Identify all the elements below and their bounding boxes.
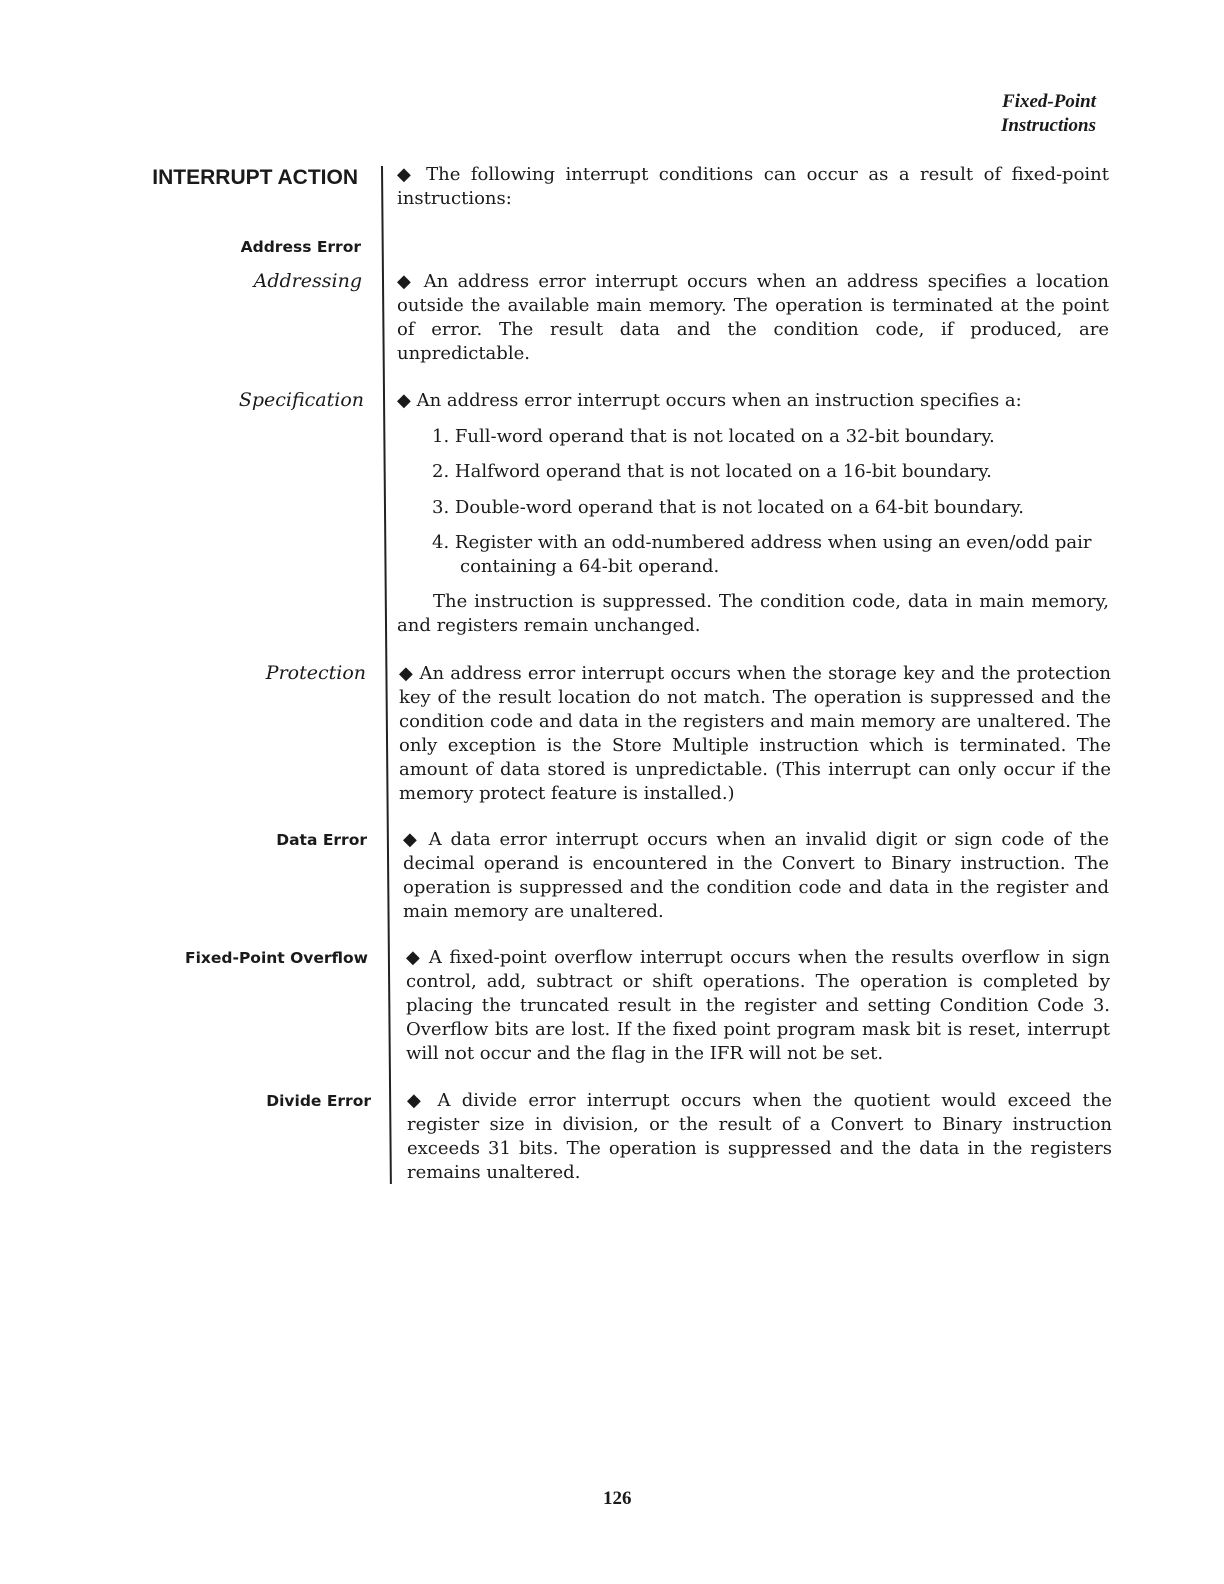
divide-error-label: Divide Error <box>266 1092 371 1110</box>
list-item: 2. Halfword operand that is not located on a 16-bit boundary. <box>432 461 992 482</box>
specification-paragraph: ◆ An address error interrupt occurs when an instruction specifies a: <box>397 390 1022 411</box>
vertical-rule <box>381 166 392 1184</box>
intro-paragraph: ◆ The following interrupt conditions can occur as a result of fixed-point instructions: <box>397 164 1109 209</box>
overflow-label: Fixed-Point Overflow <box>185 949 368 967</box>
list-item: 1. Full-word operand that is not located on a 32-bit boundary. <box>432 426 995 447</box>
specification-closing: The instruction is suppressed. The condition code, data in main memory, and registers remain unchanged. <box>397 591 1109 636</box>
header-line-1: Fixed-Point <box>1002 91 1096 112</box>
address-error-heading: Address Error <box>240 238 361 256</box>
data-error-paragraph: ◆ A data error interrupt occurs when an invalid digit or sign code of the decimal operand is encountered in the Convert to Binary instruction. The operation is suppressed and the condition code and data in the register and main memory are unaltered. <box>403 829 1109 922</box>
header-line-2: Instructions <box>1000 115 1096 136</box>
list-item: 3. Double-word operand that is not located on a 64-bit boundary. <box>432 497 1024 518</box>
addressing-paragraph: ◆ An address error interrupt occurs when an address specifies a location outside the available main memory. The operation is terminated at the point of error. The result data and the condition code, if produced, are unpredictable. <box>397 271 1109 364</box>
addressing-label: Addressing <box>253 270 362 292</box>
overflow-paragraph: ◆ A fixed-point overflow interrupt occurs when the results overflow in sign control, add, subtract or shift operations. The operation is completed by placing the truncated result in the register and setting Condition Code 3. Overflow bits are lost. If the fixed point program mask bit is reset, interrupt will not occur and the flag in the IFR will not be set. <box>406 947 1110 1064</box>
list-item: 4. Register with an odd-numbered address when using an even/odd pair containing a 64-bit operand. <box>432 532 1092 577</box>
protection-paragraph: ◆ An address error interrupt occurs when the storage key and the protection key of the result location do not match. The operation is suppressed and the condition code and data in the registers and main memory are unaltered. The only exception is the Store Multiple instruction which is terminated. The amount of data stored is unpredictable. (This interrupt can only occur if the memory protect feature is installed.) <box>399 663 1111 804</box>
specification-label: Specification <box>238 389 364 411</box>
divide-error-paragraph: ◆ A divide error interrupt occurs when the quotient would exceed the register size in division, or the result of a Convert to Binary instruction exceeds 31 bits. The operation is suppressed and the data in the registers remains unaltered. <box>407 1090 1112 1183</box>
data-error-label: Data Error <box>276 831 367 849</box>
section-title: INTERRUPT ACTION <box>152 166 358 189</box>
protection-label: Protection <box>265 662 366 684</box>
running-header <box>1001 90 1096 138</box>
page-number: 126 <box>603 1488 632 1509</box>
